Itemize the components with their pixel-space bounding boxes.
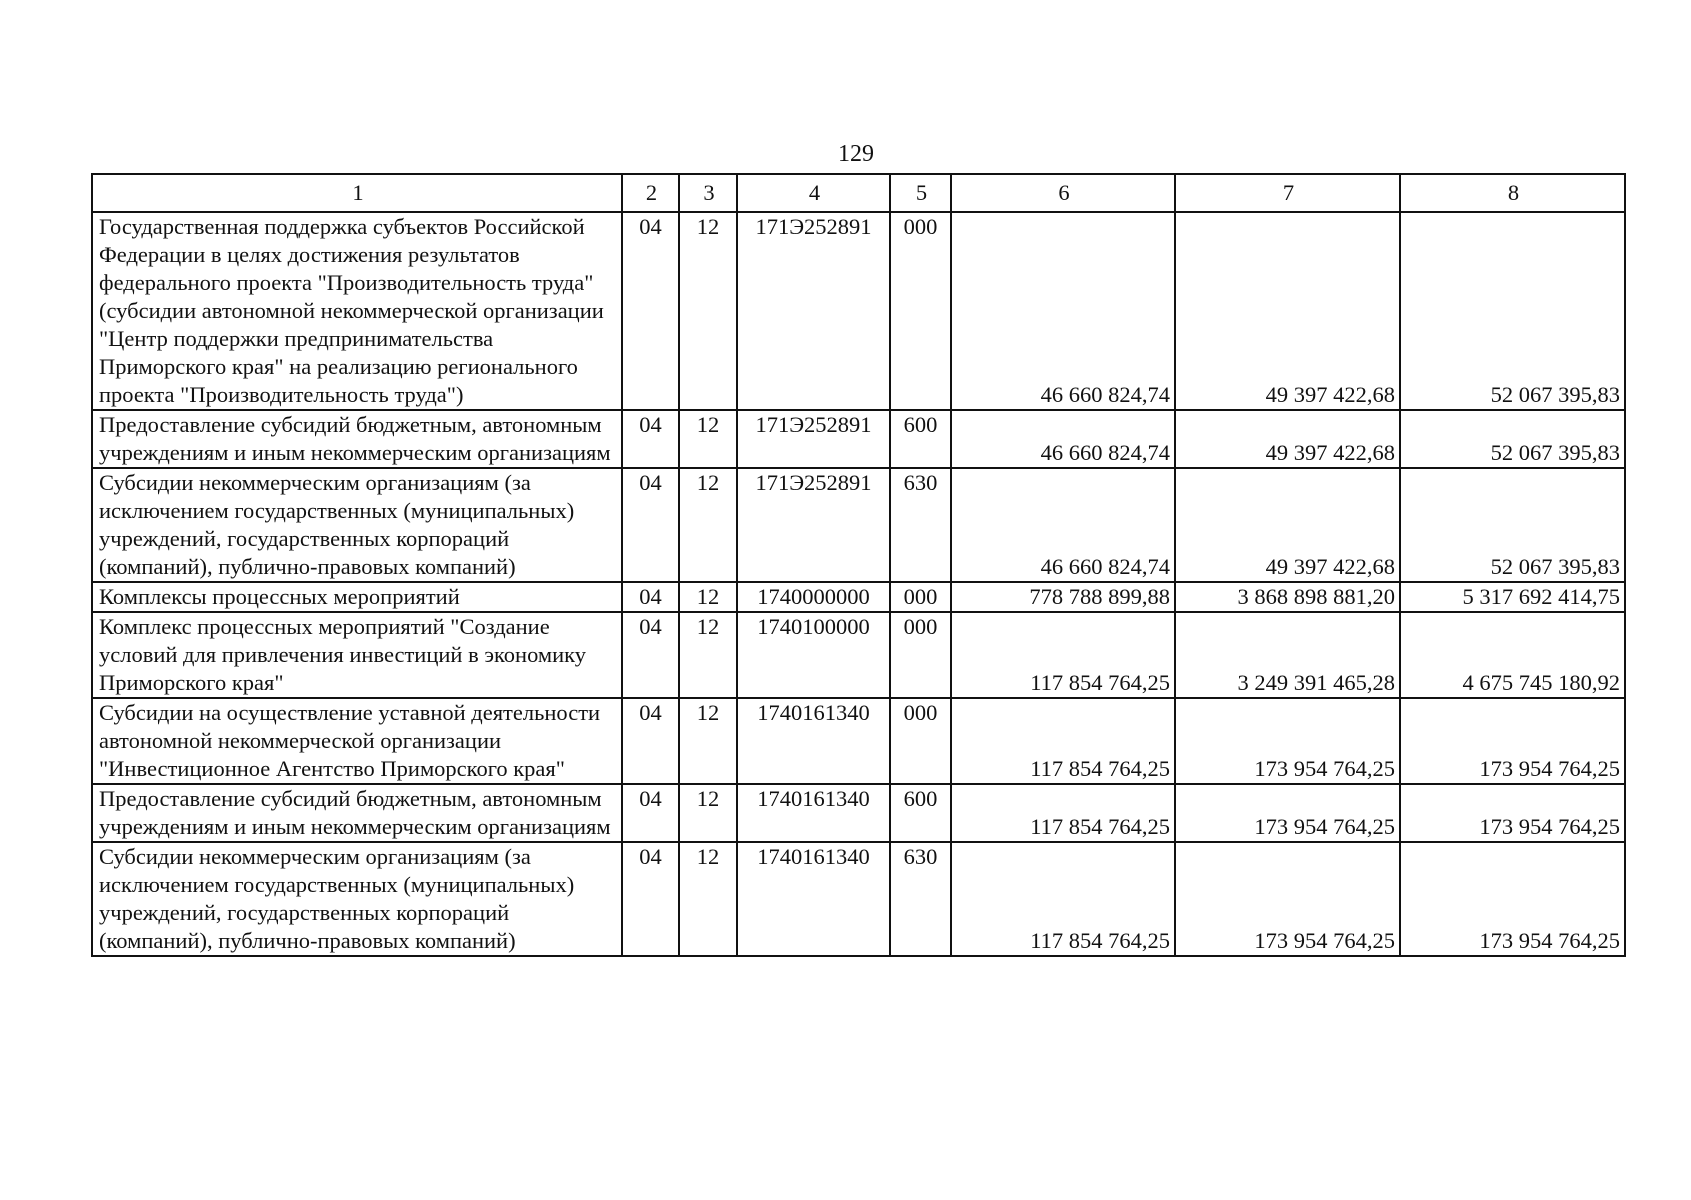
subsection-code: 12 (679, 410, 737, 468)
expense-type-code: 600 (890, 410, 951, 468)
target-article-code: 1740161340 (737, 698, 890, 784)
section-code: 04 (622, 842, 679, 956)
amount-col7: 49 397 422,68 (1175, 468, 1400, 582)
header-cell: 7 (1175, 174, 1400, 212)
budget-table (91, 173, 1626, 957)
row-name: Субсидии некоммерческим организациям (за исключением государственных (муниципальных) учреждений, государственных корпораций (компаний), публично-правовых компаний) (92, 842, 622, 956)
row-name: Государственная поддержка субъектов Российской Федерации в целях достижения результатов федерального проекта "Производительность труда" (субсидии автономной некоммерческой организации "Центр поддержки предпринимательства Приморского края" на реализацию регионального проекта "Производительность труда") (92, 212, 622, 410)
row-name: Предоставление субсидий бюджетным, автономным учреждениям и иным некоммерческим организациям (92, 784, 622, 842)
subsection-code: 12 (679, 582, 737, 612)
amount-col8: 173 954 764,25 (1400, 784, 1625, 842)
table-row (92, 212, 1625, 410)
row-name: Субсидии некоммерческим организациям (за исключением государственных (муниципальных) учреждений, государственных корпораций (компаний), публично-правовых компаний) (92, 468, 622, 582)
amount-col6: 46 660 824,74 (951, 410, 1175, 468)
section-code: 04 (622, 212, 679, 410)
row-name: Комплексы процессных мероприятий (92, 582, 622, 612)
table-row (92, 468, 1625, 582)
subsection-code: 12 (679, 212, 737, 410)
expense-type-code: 600 (890, 784, 951, 842)
amount-col7: 3 249 391 465,28 (1175, 612, 1400, 698)
subsection-code: 12 (679, 612, 737, 698)
expense-type-code: 000 (890, 612, 951, 698)
expense-type-code: 000 (890, 582, 951, 612)
amount-col7: 49 397 422,68 (1175, 410, 1400, 468)
subsection-code: 12 (679, 468, 737, 582)
subsection-code: 12 (679, 698, 737, 784)
header-row (92, 174, 1625, 212)
target-article-code: 171Э252891 (737, 212, 890, 410)
section-code: 04 (622, 468, 679, 582)
table-row (92, 842, 1625, 956)
row-name: Субсидии на осуществление уставной деятельности автономной некоммерческой организации "Инвестиционное Агентство Приморского края" (92, 698, 622, 784)
amount-col7: 173 954 764,25 (1175, 842, 1400, 956)
amount-col7: 3 868 898 881,20 (1175, 582, 1400, 612)
table-row (92, 410, 1625, 468)
table-row (92, 784, 1625, 842)
amount-col6: 46 660 824,74 (951, 212, 1175, 410)
amount-col8: 173 954 764,25 (1400, 842, 1625, 956)
header-cell: 2 (622, 174, 679, 212)
subsection-code: 12 (679, 842, 737, 956)
target-article-code: 171Э252891 (737, 410, 890, 468)
section-code: 04 (622, 582, 679, 612)
header-cell: 8 (1400, 174, 1625, 212)
amount-col7: 49 397 422,68 (1175, 212, 1400, 410)
amount-col8: 4 675 745 180,92 (1400, 612, 1625, 698)
amount-col6: 46 660 824,74 (951, 468, 1175, 582)
section-code: 04 (622, 410, 679, 468)
target-article-code: 1740000000 (737, 582, 890, 612)
amount-col8: 5 317 692 414,75 (1400, 582, 1625, 612)
expense-type-code: 000 (890, 212, 951, 410)
amount-col8: 52 067 395,83 (1400, 212, 1625, 410)
section-code: 04 (622, 698, 679, 784)
row-name: Комплекс процессных мероприятий "Создание условий для привлечения инвестиций в экономику Приморского края" (92, 612, 622, 698)
table-row (92, 612, 1625, 698)
header-cell: 3 (679, 174, 737, 212)
amount-col6: 117 854 764,25 (951, 698, 1175, 784)
amount-col8: 173 954 764,25 (1400, 698, 1625, 784)
amount-col6: 117 854 764,25 (951, 842, 1175, 956)
section-code: 04 (622, 784, 679, 842)
expense-type-code: 630 (890, 468, 951, 582)
amount-col6: 778 788 899,88 (951, 582, 1175, 612)
header-cell: 4 (737, 174, 890, 212)
target-article-code: 1740100000 (737, 612, 890, 698)
table-row (92, 698, 1625, 784)
section-code: 04 (622, 612, 679, 698)
expense-type-code: 000 (890, 698, 951, 784)
header-cell: 5 (890, 174, 951, 212)
amount-col7: 173 954 764,25 (1175, 784, 1400, 842)
expense-type-code: 630 (890, 842, 951, 956)
subsection-code: 12 (679, 784, 737, 842)
header-cell: 1 (92, 174, 622, 212)
target-article-code: 171Э252891 (737, 468, 890, 582)
header-cell: 6 (951, 174, 1175, 212)
amount-col8: 52 067 395,83 (1400, 410, 1625, 468)
amount-col6: 117 854 764,25 (951, 784, 1175, 842)
target-article-code: 1740161340 (737, 784, 890, 842)
amount-col6: 117 854 764,25 (951, 612, 1175, 698)
target-article-code: 1740161340 (737, 842, 890, 956)
table-row (92, 582, 1625, 612)
page-number: 129 (838, 141, 874, 167)
row-name: Предоставление субсидий бюджетным, автономным учреждениям и иным некоммерческим организациям (92, 410, 622, 468)
amount-col7: 173 954 764,25 (1175, 698, 1400, 784)
amount-col8: 52 067 395,83 (1400, 468, 1625, 582)
